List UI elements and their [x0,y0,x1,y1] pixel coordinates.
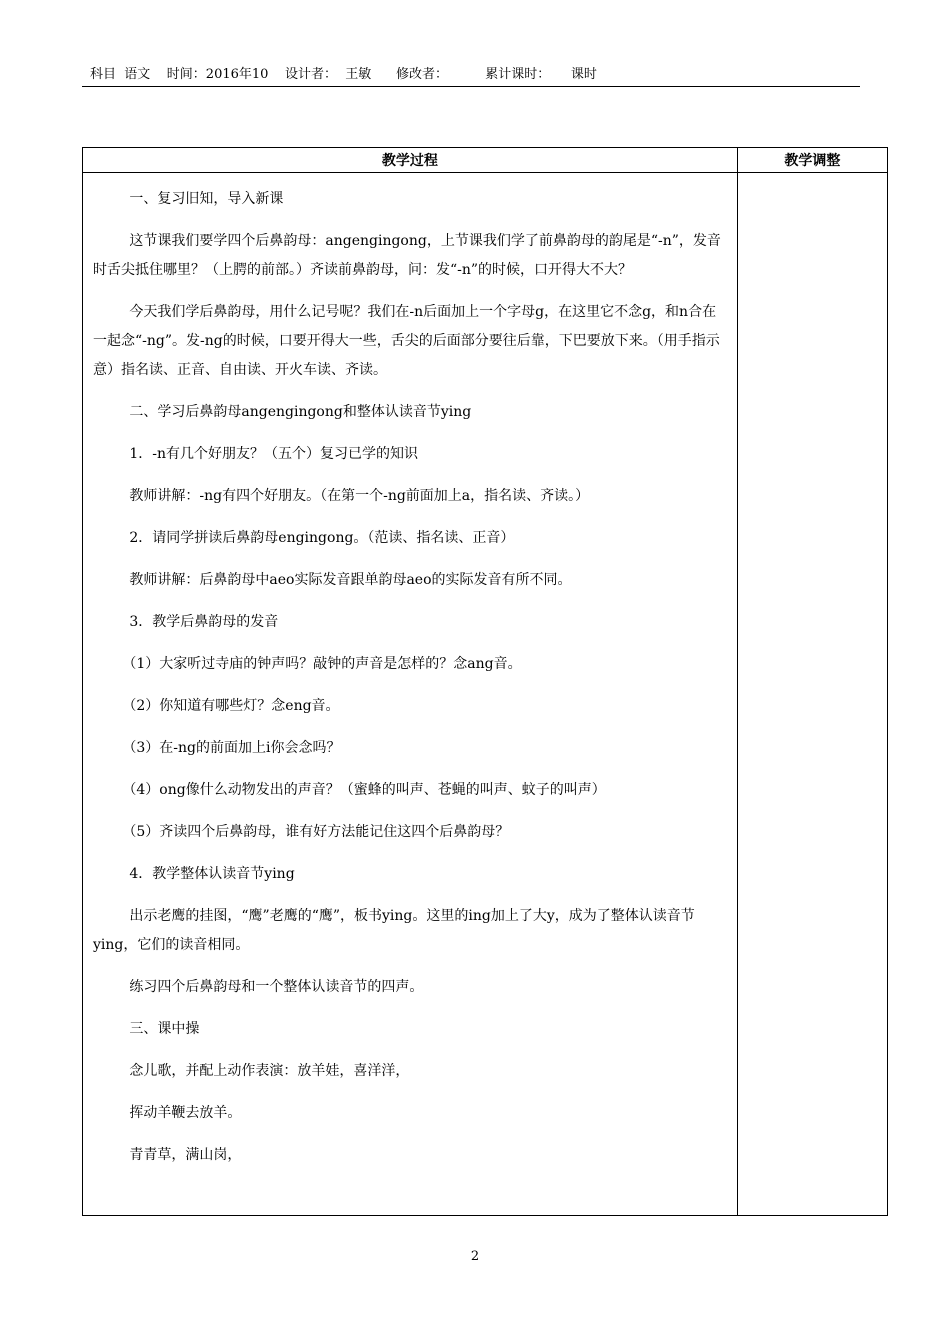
page-header: 科目 语文 时间：2016年10 设计者： 王敏 修改者： 累计课时： 课时 [90,67,597,82]
table-body-row [83,173,888,1216]
lesson-paragraph: 3．教学后鼻韵母的发音 [129,614,279,630]
lesson-paragraph: 出示老鹰的挂图，“鹰”老鹰的“鹰”，板书ying。这里的ing加上了大y，成为了整体认读音节ying，它们的读音相同。 [93,908,695,953]
lesson-paragraph: 练习四个后鼻韵母和一个整体认读音节的四声。 [129,979,424,995]
adjust-column-header: 教学调整 [737,148,887,173]
process-column-header: 教学过程 [83,148,738,173]
lesson-paragraph: 挥动羊鞭去放羊。 [129,1105,242,1121]
lesson-paragraph: （2）你知道有哪些灯？念eng音。 [122,698,340,714]
lesson-paragraph: 4．教学整体认读音节ying [129,866,295,882]
lesson-paragraph: 三、课中操 [129,1021,200,1037]
process-content [83,173,737,1170]
lesson-plan-table [82,147,888,1216]
lesson-paragraph: （1）大家听过寺庙的钟声吗？敲钟的声音是怎样的？念ang音。 [122,656,522,672]
lesson-paragraph: 2．请同学拼读后鼻韵母engingong。（范读、指名读、正音） [129,530,515,546]
lesson-paragraph: （4）ong像什么动物发出的声音？（蜜蜂的叫声、苍蝇的叫声、蚊子的叫声） [122,782,606,798]
lesson-paragraph: 今天我们学后鼻韵母，用什么记号呢？我们在-n后面加上一个字母g，在这里它不念g，和n合在一起念“-ng”。发-ng的时候，口要开得大一些，舌尖的后面部分要往后靠，下巴要放下来。（用手指示意）指名读、正音、自由读、开火车读、齐读。 [93,304,720,378]
lesson-paragraph: 青青草，满山岗， [129,1147,242,1163]
process-cell [83,173,738,1216]
lesson-paragraph: 这节课我们要学四个后鼻韵母：angengingong，上节课我们学了前鼻韵母的韵尾是“-n”，发音时舌尖抵住哪里？（上腭的前部。）齐读前鼻韵母，问：发“-n”的时候，口开得大不大？ [93,233,721,278]
adjust-cell [737,173,887,1216]
lesson-paragraph: 教师讲解：后鼻韵母中aeo实际发音跟单韵母aeo的实际发音有所不同。 [129,572,572,588]
header-rule [82,86,860,87]
lesson-paragraph: 1．-n有几个好朋友？（五个）复习已学的知识 [129,446,419,462]
lesson-paragraph: （3）在-ng的前面加上i你会念吗？ [122,740,341,756]
lesson-paragraph: 一、复习旧知，导入新课 [129,191,284,207]
lesson-paragraph: 二、学习后鼻韵母angengingong和整体认读音节ying [129,404,472,420]
lesson-paragraph: （5）齐读四个后鼻韵母，谁有好方法能记住这四个后鼻韵母？ [122,824,510,840]
lesson-paragraph: 念儿歌，并配上动作表演：放羊娃，喜洋洋， [129,1063,410,1079]
lesson-paragraph: 教师讲解：-ng有四个好朋友。（在第一个-ng前面加上a，指名读、齐读。） [129,488,590,504]
page-number: 2 [470,1249,480,1264]
table-header-row [83,148,888,173]
